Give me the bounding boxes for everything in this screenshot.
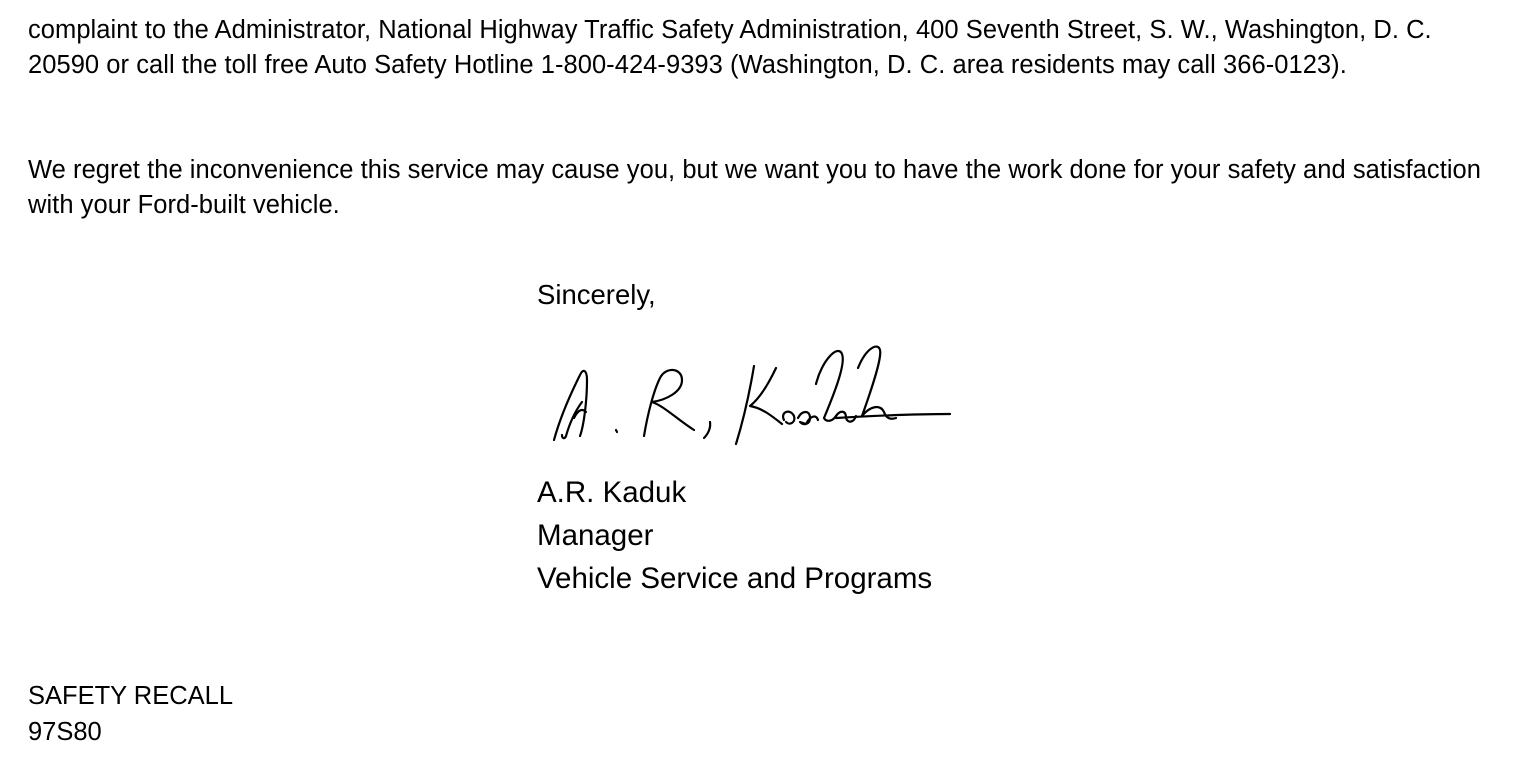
letter-paragraph-complaint: complaint to the Administrator, National Highway Traffic Safety Administration, 400 Seventh Street, S. W., Washington, D. C. 20590 or call the toll free Auto Safety Hotline 1-800-424-9393 (Washington, D. C. area residents may call 366-0123). <box>28 16 1432 79</box>
signer-name: A.R. Kaduk <box>537 476 687 509</box>
closing-salutation: Sincerely, <box>537 279 656 310</box>
handwritten-signature <box>540 340 960 455</box>
signer-block <box>537 471 932 600</box>
recall-label: SAFETY RECALL <box>28 682 234 710</box>
signer-title: Manager <box>537 519 654 552</box>
letter-paragraph-regret: We regret the inconvenience this service may cause you, but we want you to have the work done for your safety and satisfaction with your Ford-built vehicle. <box>28 156 1482 219</box>
recall-footer <box>28 678 233 750</box>
recall-code: 97S80 <box>28 718 102 746</box>
signer-department: Vehicle Service and Programs <box>537 562 933 595</box>
